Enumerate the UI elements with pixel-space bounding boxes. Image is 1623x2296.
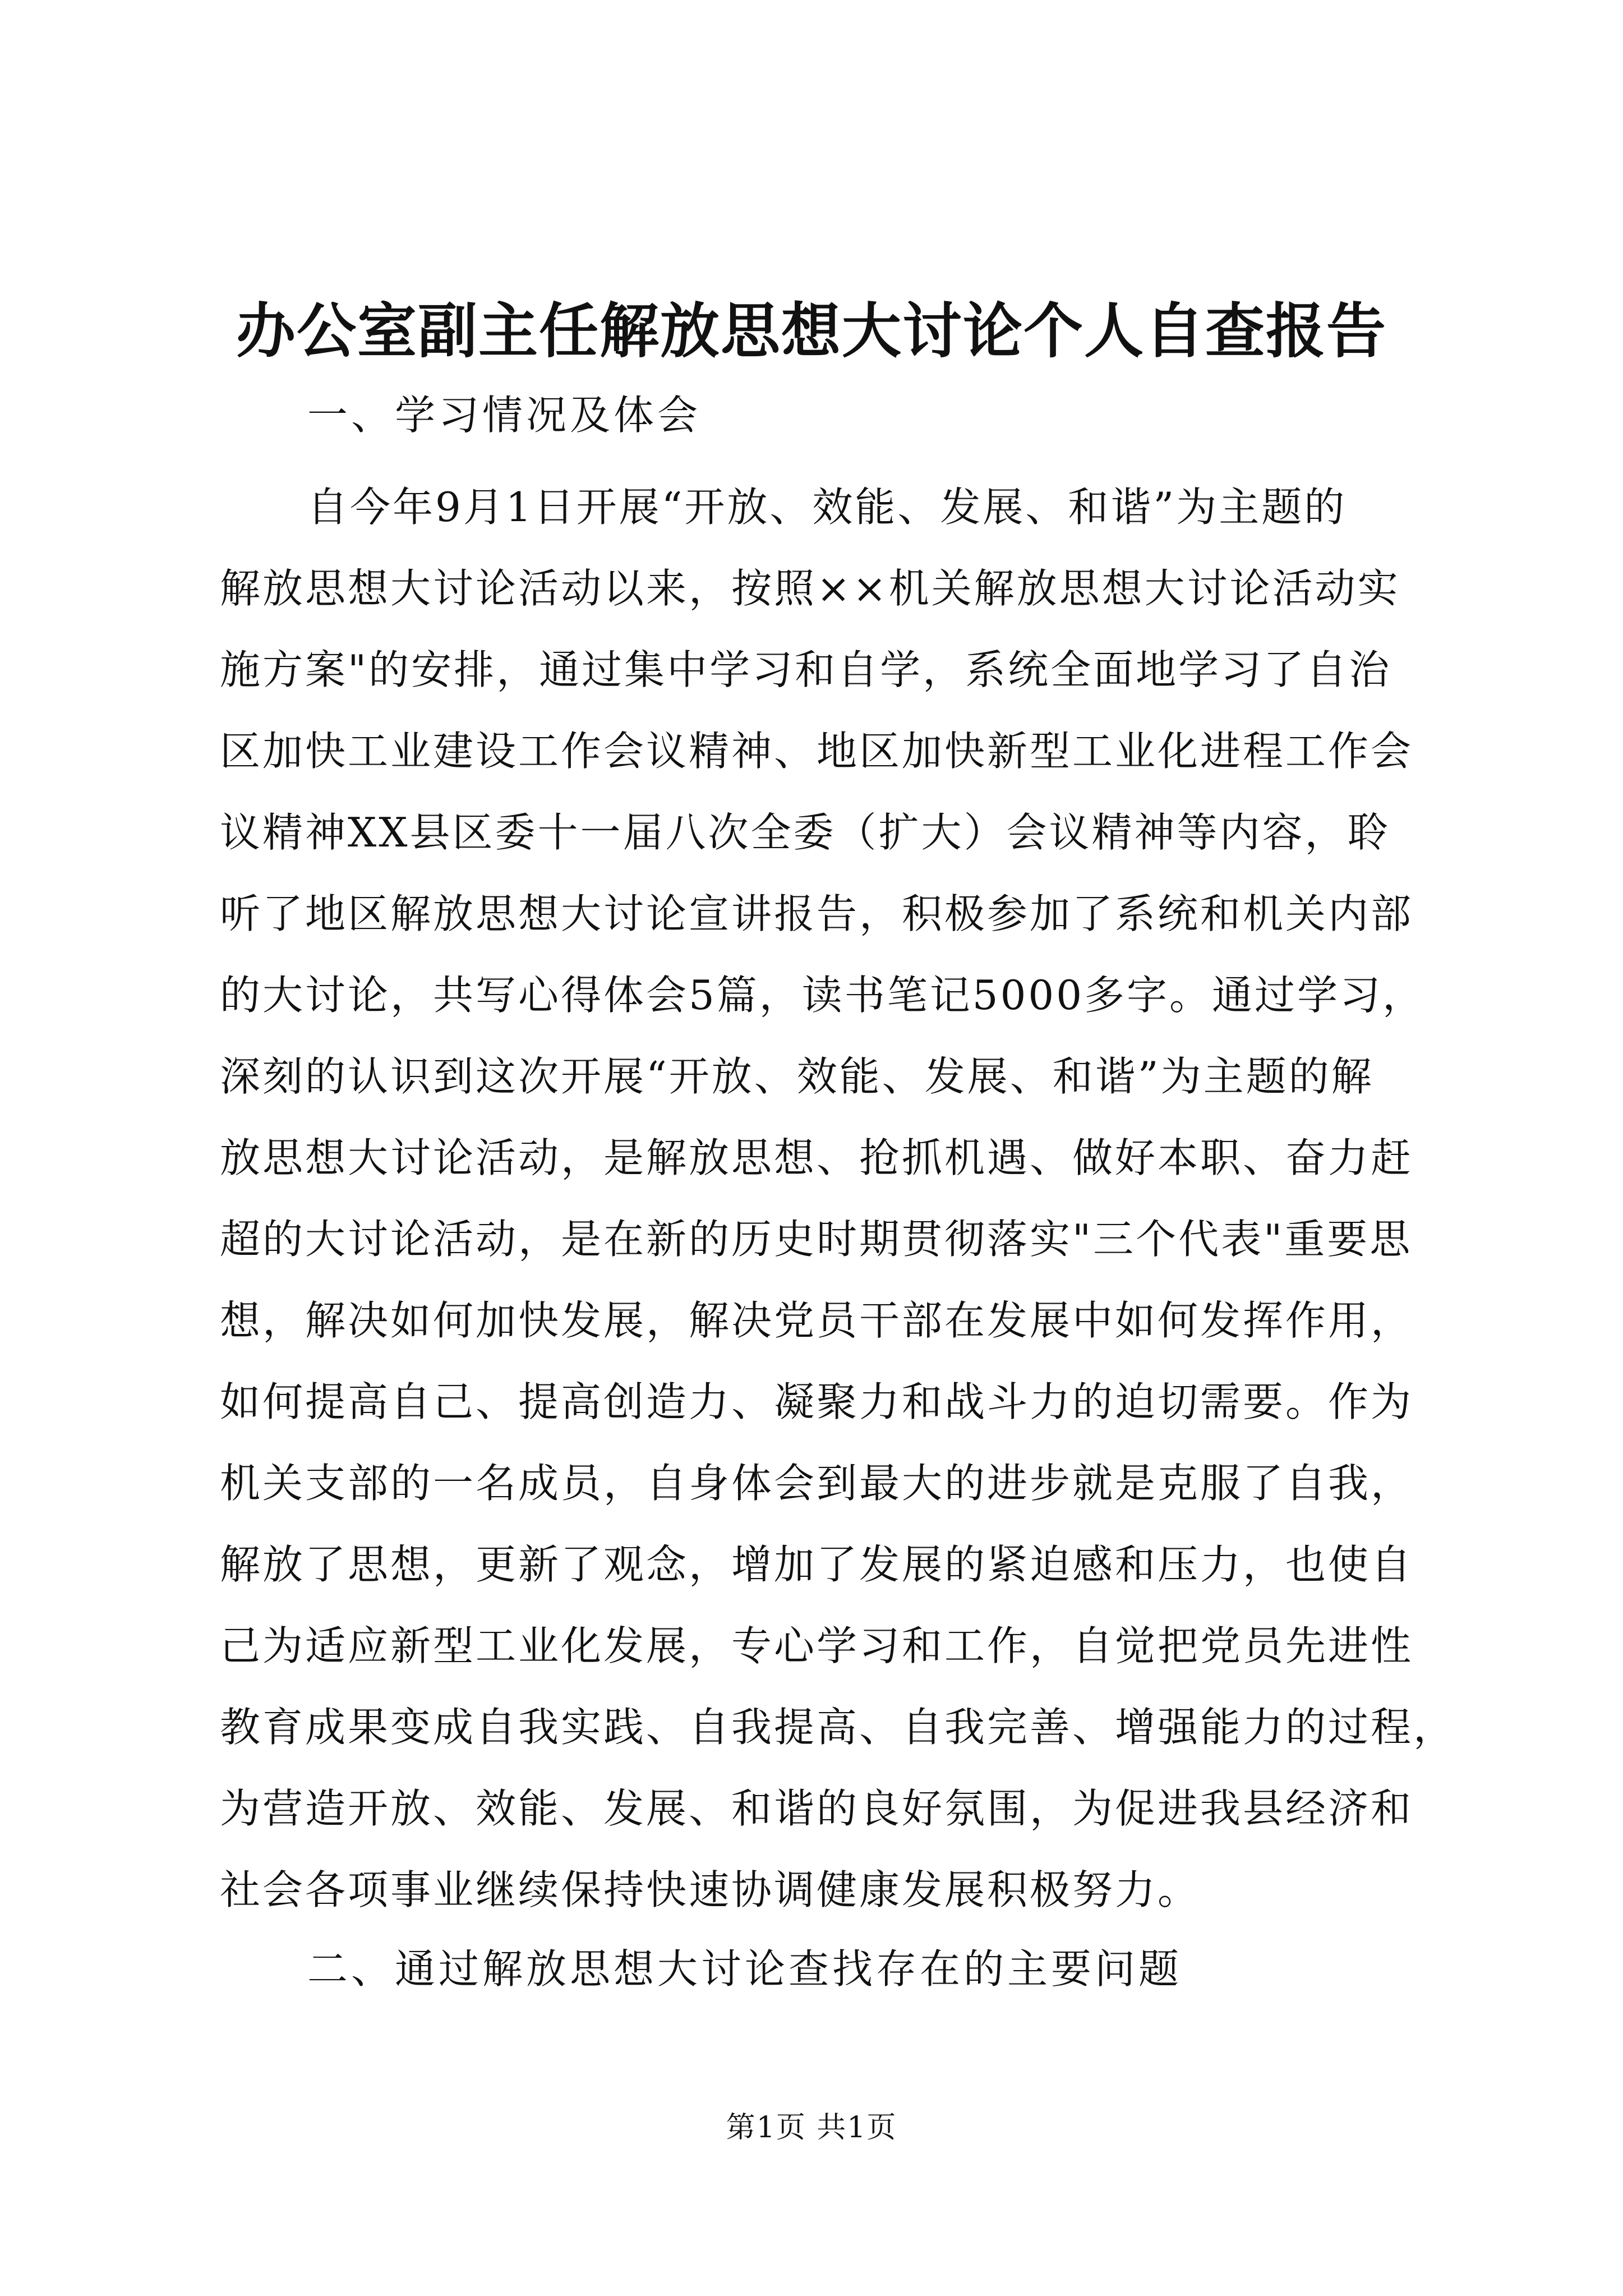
paragraph-line: 听了地区解放思想大讨论宣讲报告，积极参加了系统和机关内部 (220, 890, 1414, 937)
paragraph-line: 深刻的认识到这次开展“开放、效能、发展、和谐”为主题的解 (220, 1053, 1374, 1100)
paragraph-line: 解放了思想，更新了观念，增加了发展的紧迫感和压力，也使自 (220, 1541, 1414, 1588)
paragraph-line: 自今年9月1日开展“开放、效能、发展、和谐”为主题的 (307, 484, 1347, 531)
section-heading-2: 二、通过解放思想大讨论查找存在的主要问题 (307, 1945, 1183, 1993)
paragraph-line: 想，解决如何加快发展，解决党员干部在发展中如何发挥作用， (220, 1297, 1414, 1344)
paragraph-line: 议精神XX县区委十一届八次全委（扩大）会议精神等内容，聆 (220, 809, 1390, 856)
paragraph-line: 社会各项事业继续保持快速协调健康发展积极努力。 (220, 1866, 1201, 1913)
paragraph-line: 放思想大讨论活动，是解放思想、抢抓机遇、做好本职、奋力赶 (220, 1134, 1414, 1181)
paragraph-line: 的大讨论，共写心得体会5篇，读书笔记5000多字。通过学习， (220, 972, 1426, 1019)
paragraph-line: 解放思想大讨论活动以来，按照××机关解放思想大讨论活动实 (220, 565, 1400, 612)
paragraph-line: 施方案"的安排，通过集中学习和自学，系统全面地学习了自治 (220, 646, 1392, 693)
paragraph-line: 教育成果变成自我实践、自我提高、自我完善、增强能力的过程， (220, 1704, 1456, 1751)
section-heading-1: 一、学习情况及体会 (307, 392, 702, 439)
paragraph-line: 如何提高自己、提高创造力、凝聚力和战斗力的迫切需要。作为 (220, 1378, 1414, 1425)
page-number-footer: 第1页 共1页 (726, 2111, 897, 2145)
paragraph-line: 区加快工业建设工作会议精神、地区加快新型工业化进程工作会 (220, 728, 1414, 775)
body-paragraph (220, 467, 1456, 1931)
paragraph-line: 己为适应新型工业化发展，专心学习和工作，自觉把党员先进性 (220, 1622, 1414, 1669)
paragraph-line: 为营造开放、效能、发展、和谐的良好氛围，为促进我县经济和 (220, 1785, 1414, 1832)
document-title: 办公室副主任解放思想大讨论个人自查报告 (236, 296, 1387, 366)
paragraph-line: 超的大讨论活动，是在新的历史时期贯彻落实"三个代表"重要思 (220, 1216, 1413, 1263)
paragraph-line: 机关支部的一名成员，自身体会到最大的进步就是克服了自我， (220, 1460, 1414, 1507)
